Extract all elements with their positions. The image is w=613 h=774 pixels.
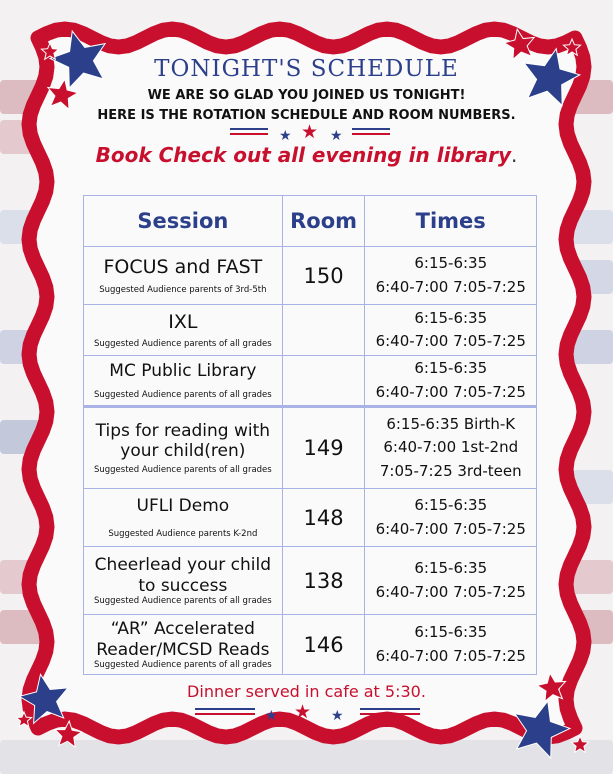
audience-text: Suggested Audience parents of all grades	[93, 465, 272, 476]
times-cell	[365, 407, 537, 489]
star-icon: ★	[330, 128, 343, 142]
table-header-row	[84, 196, 537, 247]
times-cell	[365, 615, 537, 675]
room-cell: 138	[282, 547, 365, 615]
dinner-note: Dinner served in cafe at 5:30.	[187, 682, 426, 701]
welcome-text: WE ARE SO GLAD YOU JOINED US TONIGHT!	[147, 88, 466, 103]
table-row	[84, 615, 537, 675]
audience-text: Suggested Audience parents of all grades	[93, 595, 272, 606]
times-cell	[365, 247, 537, 305]
time-slot: 6:40-7:00 7:05-7:25	[375, 382, 526, 401]
room-header: Room	[282, 196, 365, 247]
star-icon: ★	[279, 128, 292, 142]
session-name: UFLI Demo	[136, 496, 230, 517]
room-cell: 149	[282, 407, 365, 489]
star-divider	[230, 124, 390, 142]
session-header: Session	[84, 196, 283, 247]
table-row	[84, 489, 537, 547]
time-slot: 6:15-6:35 Birth-K	[386, 415, 516, 434]
table-row	[84, 547, 537, 615]
session-name: FOCUS and FAST	[103, 255, 263, 278]
session-cell	[84, 615, 283, 675]
times-cell	[365, 356, 537, 407]
session-name: “AR” Accelerated Reader/MCSD Reads	[96, 619, 270, 660]
star-icon: ★	[331, 708, 344, 721]
times-cell	[365, 547, 537, 615]
time-slot: 6:40-7:00 7:05-7:25	[375, 582, 526, 601]
room-cell: 150	[282, 247, 365, 305]
time-slot: 6:15-6:35	[414, 496, 488, 515]
time-slot: 6:15-6:35	[414, 308, 488, 327]
time-slot: 6:40-7:00 7:05-7:25	[375, 277, 526, 296]
room-cell	[282, 305, 365, 356]
time-slot: 6:40-7:00 7:05-7:25	[375, 519, 526, 538]
audience-text: Suggested Audience parents of all grades	[93, 339, 272, 350]
star-icon: ★	[265, 708, 278, 721]
time-slot: 6:15-6:35	[414, 254, 488, 273]
times-header: Times	[365, 196, 537, 247]
schedule-table	[83, 195, 537, 675]
session-cell	[84, 356, 283, 407]
room-cell: 148	[282, 489, 365, 547]
times-cell	[365, 305, 537, 356]
audience-text: Suggested Audience parents K-2nd	[108, 528, 258, 539]
star-divider	[195, 703, 420, 721]
table-row	[84, 407, 537, 489]
book-checkout-note	[0, 143, 613, 167]
table-row	[84, 305, 537, 356]
time-slot: 6:15-6:35	[414, 359, 488, 378]
session-cell	[84, 547, 283, 615]
session-name: MC Public Library	[109, 361, 257, 382]
time-slot: 7:05-7:25 3rd-teen	[379, 461, 522, 480]
star-icon: ★	[301, 124, 319, 142]
time-slot: 6:15-6:35	[414, 559, 488, 578]
book-checkout-text: Book Check out all evening in library	[95, 143, 512, 167]
session-cell	[84, 489, 283, 547]
table-row	[84, 247, 537, 305]
session-name: IXL	[168, 310, 198, 333]
time-slot: 6:40-7:00 1st-2nd	[383, 438, 519, 457]
audience-text: Suggested Audience parents of all grades	[93, 389, 272, 400]
times-cell	[365, 489, 537, 547]
session-name: Tips for reading with your child(ren)	[95, 420, 271, 461]
session-cell	[84, 247, 283, 305]
rotation-text: HERE IS THE ROTATION SCHEDULE AND ROOM NUMBERS.	[97, 108, 516, 123]
page-title: TONIGHT'S SCHEDULE	[154, 56, 459, 82]
time-slot: 6:40-7:00 7:05-7:25	[375, 646, 526, 665]
time-slot: 6:15-6:35	[414, 623, 488, 642]
room-cell: 146	[282, 615, 365, 675]
session-cell	[84, 305, 283, 356]
time-slot: 6:40-7:00 7:05-7:25	[375, 332, 526, 350]
audience-text: Suggested Audience parents of 3rd-5th	[99, 285, 267, 296]
star-icon: ★	[294, 703, 312, 721]
session-cell	[84, 407, 283, 489]
room-cell	[282, 356, 365, 407]
table-row	[84, 356, 537, 407]
session-name: Cheerlead your child to success	[94, 555, 272, 596]
audience-text: Suggested Audience parents of all grades	[93, 659, 272, 670]
book-checkout-period: .	[511, 143, 518, 167]
